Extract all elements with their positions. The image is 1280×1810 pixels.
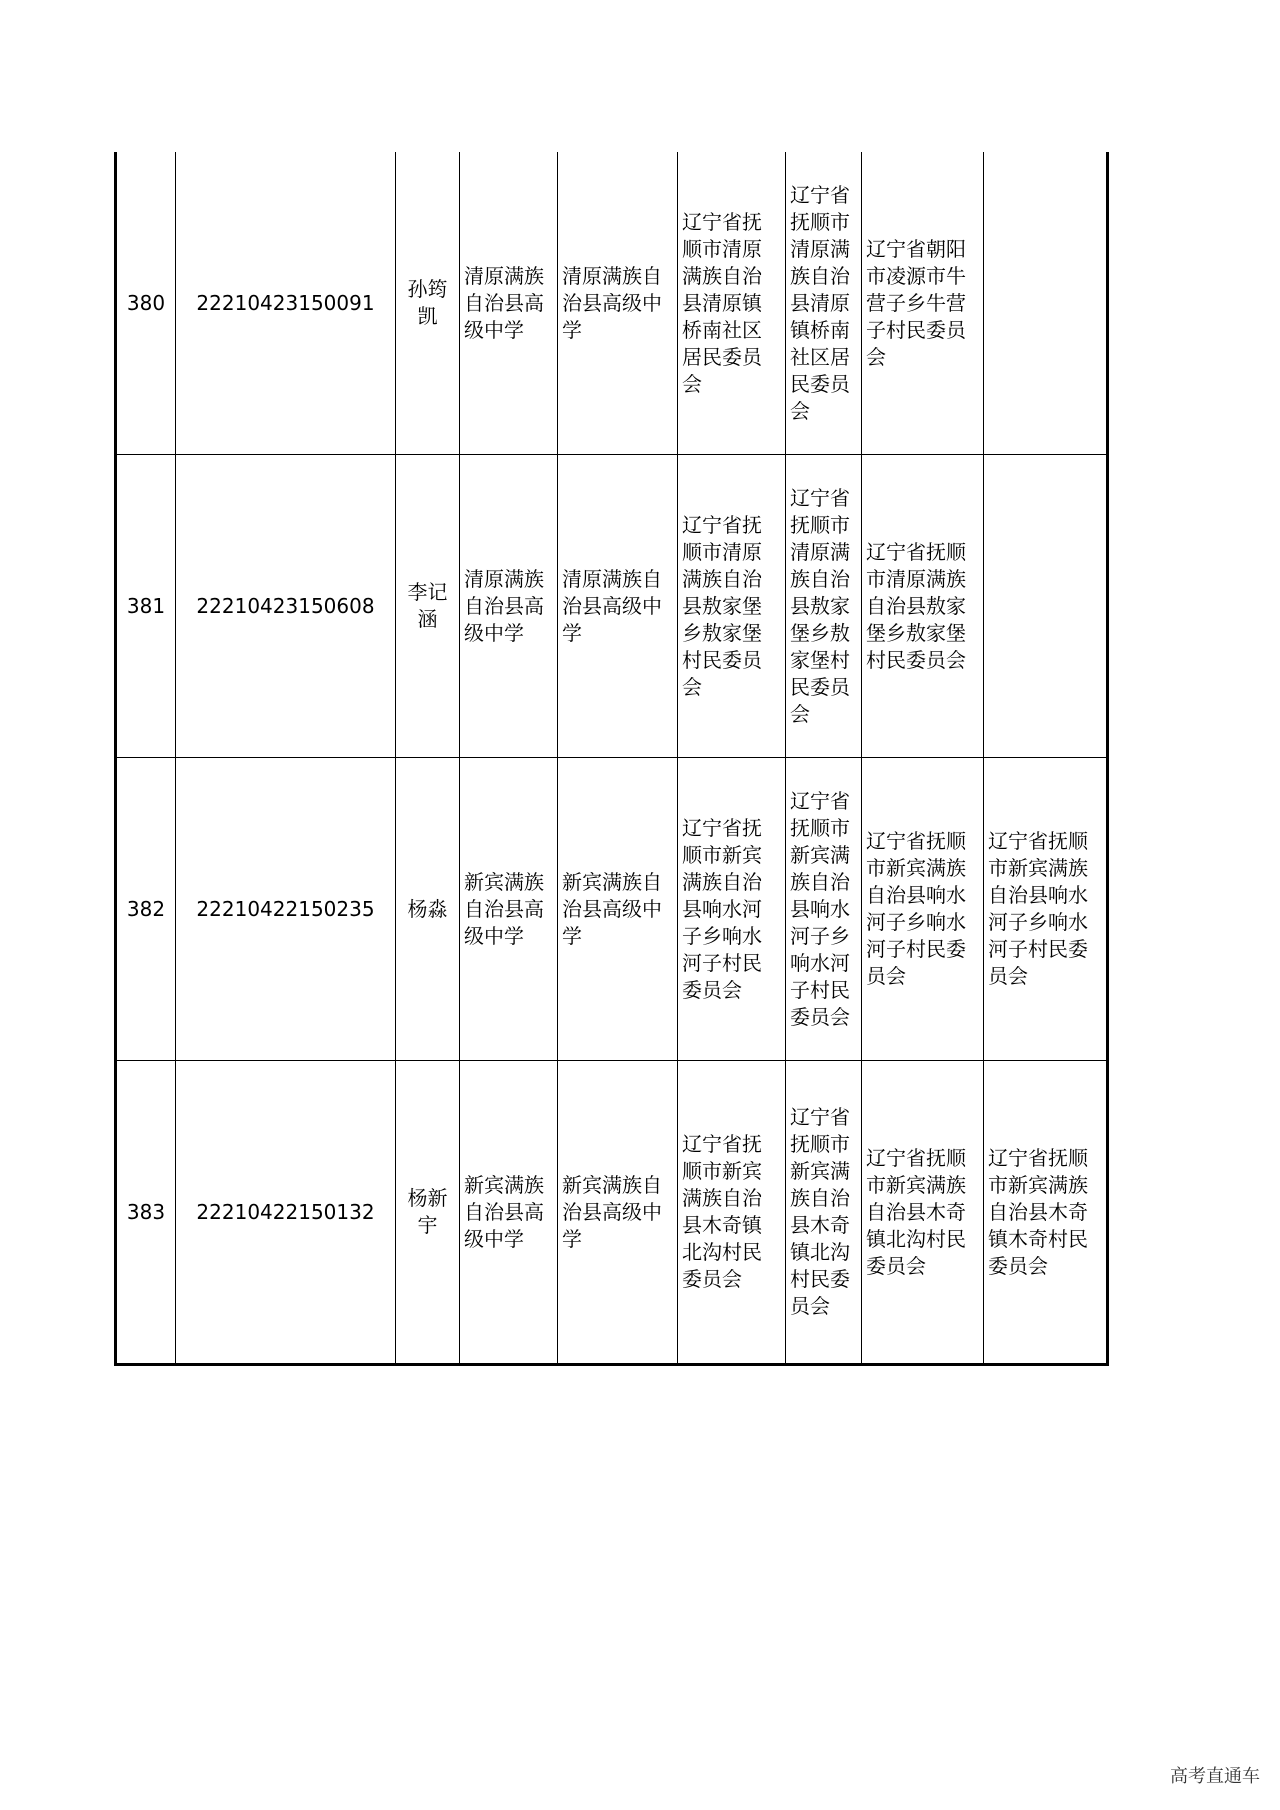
address-cell: 辽宁省抚顺市新宾满族自治县响水河子乡响水河子村民委员会	[984, 758, 1108, 1061]
address-cell: 辽宁省抚顺市清原满族自治县敖家堡乡敖家堡村民委员会	[678, 455, 786, 758]
school-cell: 清原满族自治县高级中学	[460, 455, 558, 758]
candidate-id: 22210423150608	[176, 455, 396, 758]
school-cell: 新宾满族自治县高级中学	[460, 758, 558, 1061]
candidate-name: 杨淼	[396, 758, 460, 1061]
address-cell: 辽宁省抚顺市新宾满族自治县木奇镇北沟村民委员会	[862, 1061, 984, 1365]
address-cell: 辽宁省抚顺市新宾满族自治县木奇镇北沟村民委员会	[678, 1061, 786, 1365]
address-cell: 辽宁省抚顺市清原满族自治县敖家堡乡敖家堡村民委员会	[862, 455, 984, 758]
roster-table	[114, 152, 1109, 1366]
address-cell	[984, 152, 1108, 455]
address-cell: 辽宁省抚顺市新宾满族自治县木奇镇木奇村民委员会	[984, 1061, 1108, 1365]
table-row	[116, 455, 1108, 758]
address-cell: 辽宁省抚顺市新宾满族自治县响水河子乡响水河子村民委员会	[862, 758, 984, 1061]
address-cell: 辽宁省抚顺市新宾满族自治县响水河子乡响水河子村民委员会	[786, 758, 862, 1061]
row-number: 381	[116, 455, 176, 758]
candidate-id: 22210422150132	[176, 1061, 396, 1365]
address-cell: 辽宁省抚顺市清原满族自治县清原镇桥南社区居民委员会	[678, 152, 786, 455]
candidate-id: 22210422150235	[176, 758, 396, 1061]
school-cell: 新宾满族自治县高级中学	[460, 1061, 558, 1365]
row-number: 380	[116, 152, 176, 455]
school-cell: 新宾满族自治县高级中学	[558, 1061, 678, 1365]
row-number: 383	[116, 1061, 176, 1365]
address-cell: 辽宁省朝阳市凌源市牛营子乡牛营子村民委员会	[862, 152, 984, 455]
address-cell: 辽宁省抚顺市新宾满族自治县响水河子乡响水河子村民委员会	[678, 758, 786, 1061]
address-cell	[984, 455, 1108, 758]
candidate-id: 22210423150091	[176, 152, 396, 455]
candidate-name: 杨新宇	[396, 1061, 460, 1365]
school-cell: 清原满族自治县高级中学	[558, 455, 678, 758]
address-cell: 辽宁省抚顺市清原满族自治县敖家堡乡敖家堡村民委员会	[786, 455, 862, 758]
table-row	[116, 758, 1108, 1061]
school-cell: 新宾满族自治县高级中学	[558, 758, 678, 1061]
candidate-name: 孙筠凯	[396, 152, 460, 455]
row-number: 382	[116, 758, 176, 1061]
watermark-text: 高考直通车	[1170, 1766, 1260, 1787]
school-cell: 清原满族自治县高级中学	[558, 152, 678, 455]
school-cell: 清原满族自治县高级中学	[460, 152, 558, 455]
address-cell: 辽宁省抚顺市新宾满族自治县木奇镇北沟村民委员会	[786, 1061, 862, 1365]
table-row	[116, 152, 1108, 455]
address-cell: 辽宁省抚顺市清原满族自治县清原镇桥南社区居民委员会	[786, 152, 862, 455]
table-row	[116, 1061, 1108, 1365]
candidate-name: 李记涵	[396, 455, 460, 758]
